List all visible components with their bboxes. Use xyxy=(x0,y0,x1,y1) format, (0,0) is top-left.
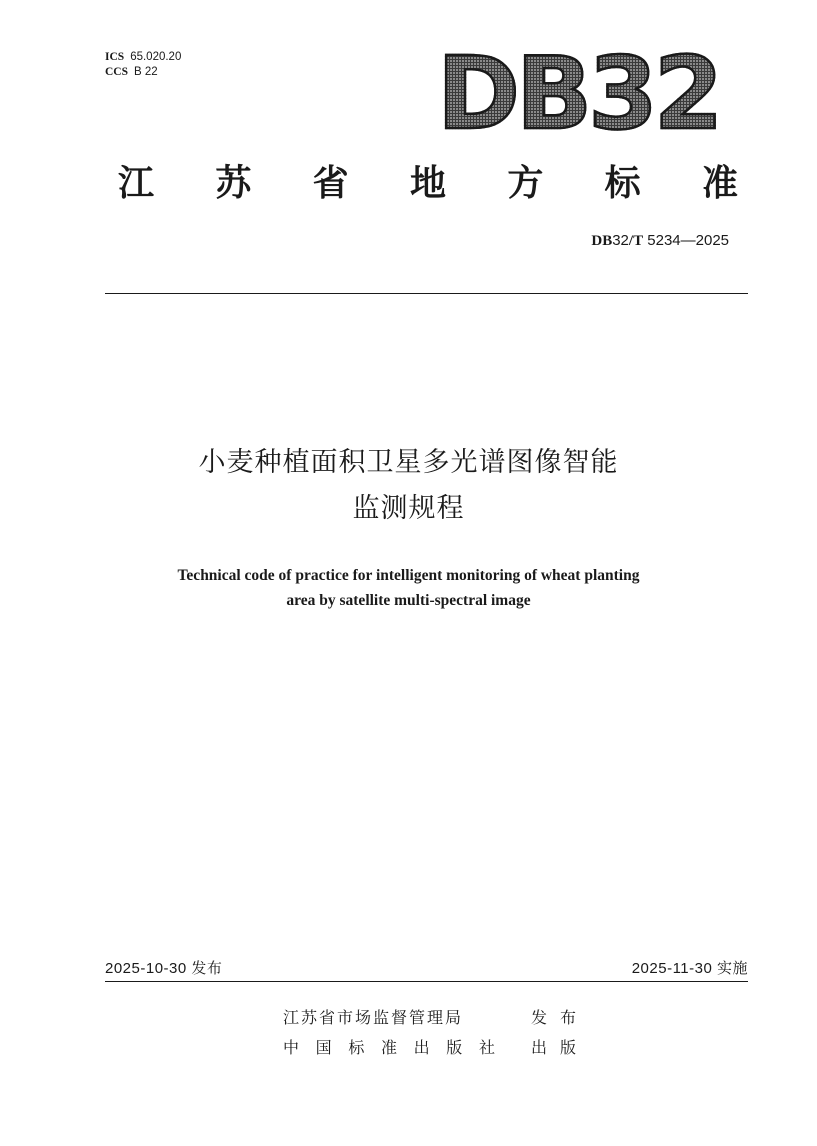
publisher-action xyxy=(531,1033,576,1063)
standard-type-char: 标 xyxy=(604,163,641,204)
ics-label: ICS xyxy=(105,51,125,63)
publisher-name-char: 国 xyxy=(315,1038,332,1057)
issue-date: 2025-10-30 发布 xyxy=(105,960,223,977)
title-english-line2: area by satellite multi-spectral image xyxy=(286,592,531,609)
ics-value: 65.020.20 xyxy=(130,51,182,63)
standard-type-char: 方 xyxy=(507,163,544,204)
issuers-block xyxy=(283,1003,576,1063)
publisher-name-char: 版 xyxy=(446,1038,463,1057)
standard-type-char: 江 xyxy=(118,163,155,204)
standard-number xyxy=(591,231,729,251)
standard-type-char: 地 xyxy=(409,163,446,204)
standard-serial: 5234—2025 xyxy=(643,232,729,249)
standard-slash-t: /T xyxy=(628,233,644,249)
publisher-name-char: 准 xyxy=(380,1038,397,1057)
implementation-date: 2025-11-30 实施 xyxy=(631,960,748,977)
bottom-divider xyxy=(105,981,748,982)
standard-type-char: 准 xyxy=(701,163,738,204)
title-chinese xyxy=(105,440,712,532)
title-english-line1: Technical code of practice for intelligent monitoring of wheat planting xyxy=(177,567,640,584)
classification-codes xyxy=(105,50,181,80)
publisher-name-char: 标 xyxy=(348,1038,365,1057)
publisher-name xyxy=(283,1033,495,1063)
publisher-row xyxy=(283,1033,576,1063)
issuer-name: 江苏省市场监督管理局 xyxy=(283,1008,464,1027)
top-divider xyxy=(105,293,748,294)
issuer-action-char: 布 xyxy=(559,1008,576,1027)
ics-code xyxy=(105,50,181,65)
ccs-code xyxy=(105,65,181,80)
issuer-action-char: 发 xyxy=(531,1008,548,1027)
standard-type-char: 苏 xyxy=(215,163,252,204)
title-chinese-line2: 监测规程 xyxy=(352,493,465,524)
publisher-name-char: 社 xyxy=(478,1038,495,1057)
publisher-name-char: 中 xyxy=(283,1038,300,1057)
publisher-name-char: 出 xyxy=(413,1038,430,1057)
standard-type-heading xyxy=(118,160,738,208)
standard-prefix: DB xyxy=(591,233,613,249)
issuer-row xyxy=(283,1003,576,1033)
ccs-value: B 22 xyxy=(134,66,158,78)
publisher-action-char: 出 xyxy=(531,1038,548,1057)
title-english xyxy=(105,563,712,613)
db32-logo: DB32 xyxy=(437,35,720,152)
title-chinese-line1: 小麦种植面积卫星多光谱图像智能 xyxy=(198,447,619,478)
standard-province: 32 xyxy=(612,232,629,249)
issuer-action xyxy=(531,1003,576,1033)
standard-type-char: 省 xyxy=(312,163,349,204)
publisher-action-char: 版 xyxy=(559,1038,576,1057)
ccs-label: CCS xyxy=(105,66,129,78)
